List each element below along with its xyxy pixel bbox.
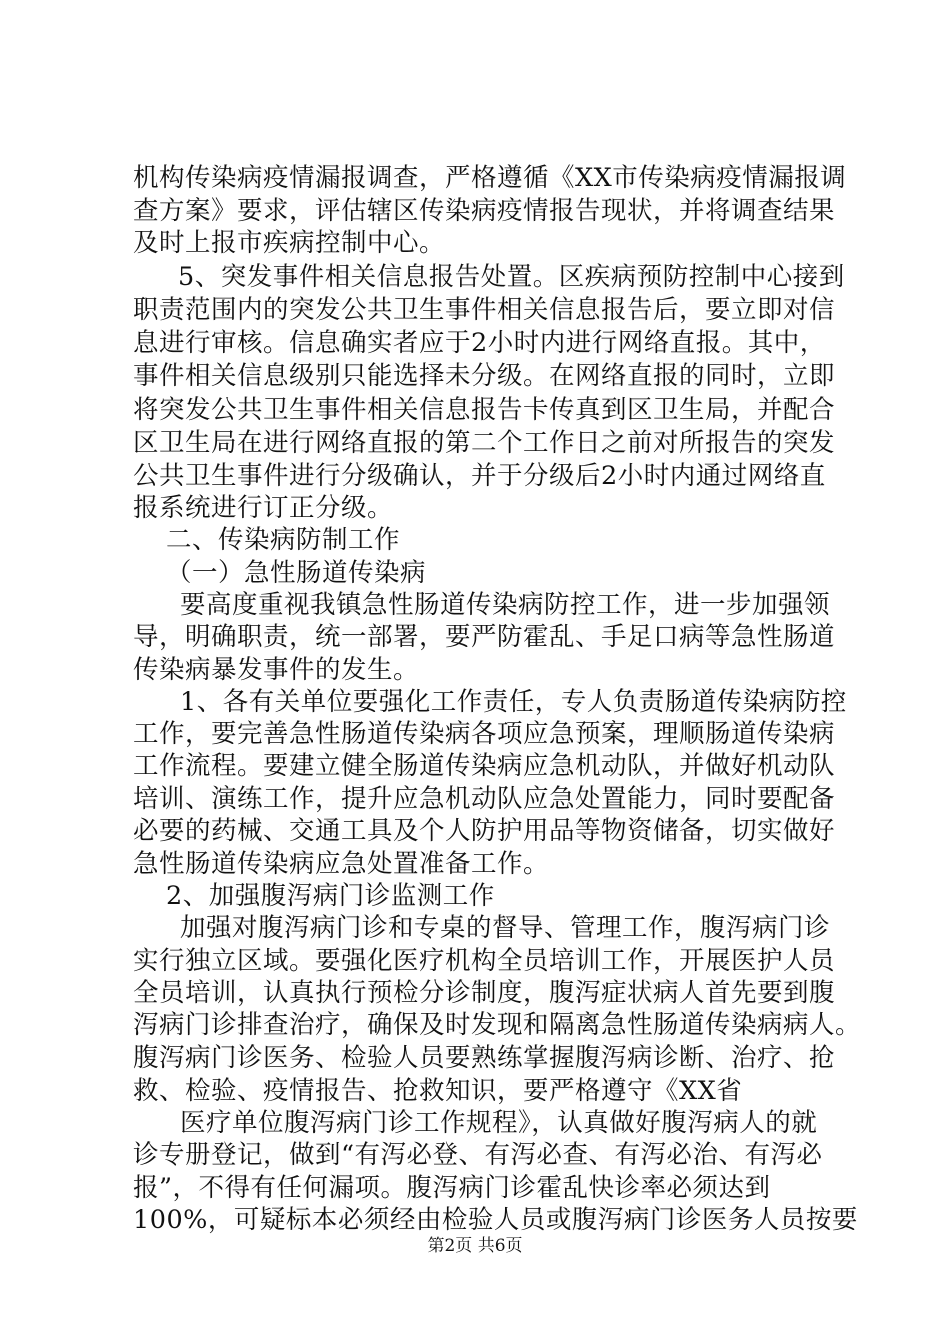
- text-line: 培训、演练工作，提升应急机动队应急处置能力，同时要配备: [133, 784, 836, 814]
- text-line: 公共卫生事件进行分级确认，并于分级后2小时内通过网络直: [133, 461, 826, 491]
- text-line: 诊专册登记，做到“有泻必登、有泻必查、有泻必治、有泻必: [133, 1140, 823, 1170]
- text-line: 腹泻病门诊医务、检验人员要熟练掌握腹泻病诊断、治疗、抢: [133, 1043, 836, 1073]
- text-line: 1、各有关单位要强化工作责任，专人负责肠道传染病防控: [180, 687, 847, 717]
- text-line: 工作，要完善急性肠道传染病各项应急预案，理顺肠道传染病: [133, 719, 836, 749]
- text-line: 息进行审核。信息确实者应于2小时内进行网络直报。其中，: [133, 328, 826, 358]
- text-line: 机构传染病疫情漏报调查，严格遵循《XX市传染病疫情漏报调: [133, 163, 847, 193]
- text-line: 实行独立区域。要强化医疗机构全员培训工作，开展医护人员: [133, 946, 836, 976]
- text-line: 泻病门诊排查治疗，确保及时发现和隔离急性肠道传染病病人。: [133, 1010, 862, 1040]
- text-line: 及时上报市疾病控制中心。: [133, 228, 446, 258]
- text-line: 查方案》要求，评估辖区传染病疫情报告现状，并将调查结果: [133, 196, 836, 226]
- text-line: 报”，不得有任何漏项。腹泻病门诊霍乱快诊率必须达到: [133, 1173, 771, 1203]
- text-line: 工作流程。要建立健全肠道传染病应急机动队，并做好机动队: [133, 751, 836, 781]
- text-line: 导，明确职责，统一部署，要严防霍乱、手足口病等急性肠道: [133, 622, 836, 652]
- text-line: 报系统进行订正分级。: [133, 493, 394, 523]
- text-line: 事件相关信息级别只能选择未分级。在网络直报的同时，立即: [133, 361, 836, 391]
- item-heading: 2、加强腹泻病门诊监测工作: [166, 881, 495, 911]
- text-line: 区卫生局在进行网络直报的第二个工作日之前对所报告的突发: [133, 428, 836, 458]
- text-line: 加强对腹泻病门诊和专桌的督导、管理工作，腹泻病门诊: [180, 913, 831, 943]
- text-line: 必要的药械、交通工具及个人防护用品等物资储备，切实做好: [133, 816, 836, 846]
- page-number-footer: 第2页 共6页: [427, 1236, 523, 1256]
- subsection-heading: （一）急性肠道传染病: [166, 558, 427, 588]
- text-line: 要高度重视我镇急性肠道传染病防控工作，进一步加强领: [180, 590, 831, 620]
- section-heading: 二、传染病防制工作: [166, 525, 401, 555]
- text-line: 救、检验、疫情报告、抢救知识，要严格遵守《XX省: [133, 1076, 743, 1106]
- text-line: 急性肠道传染病应急处置准备工作。: [133, 849, 550, 879]
- text-line: 5、突发事件相关信息报告处置。区疾病预防控制中心接到: [178, 262, 845, 292]
- text-line: 职责范围内的突发公共卫生事件相关信息报告后，要立即对信: [133, 295, 836, 325]
- text-line: 将突发公共卫生事件相关信息报告卡传真到区卫生局，并配合: [133, 395, 836, 425]
- text-line: 全员培训，认真执行预检分诊制度，腹泻症状病人首先要到腹: [133, 978, 836, 1008]
- text-line: 传染病暴发事件的发生。: [133, 655, 420, 685]
- text-line: 医疗单位腹泻病门诊工作规程》，认真做好腹泻病人的就: [180, 1108, 818, 1138]
- text-line: 100%，可疑标本必须经由检验人员或腹泻病门诊医务人员按要: [133, 1205, 858, 1235]
